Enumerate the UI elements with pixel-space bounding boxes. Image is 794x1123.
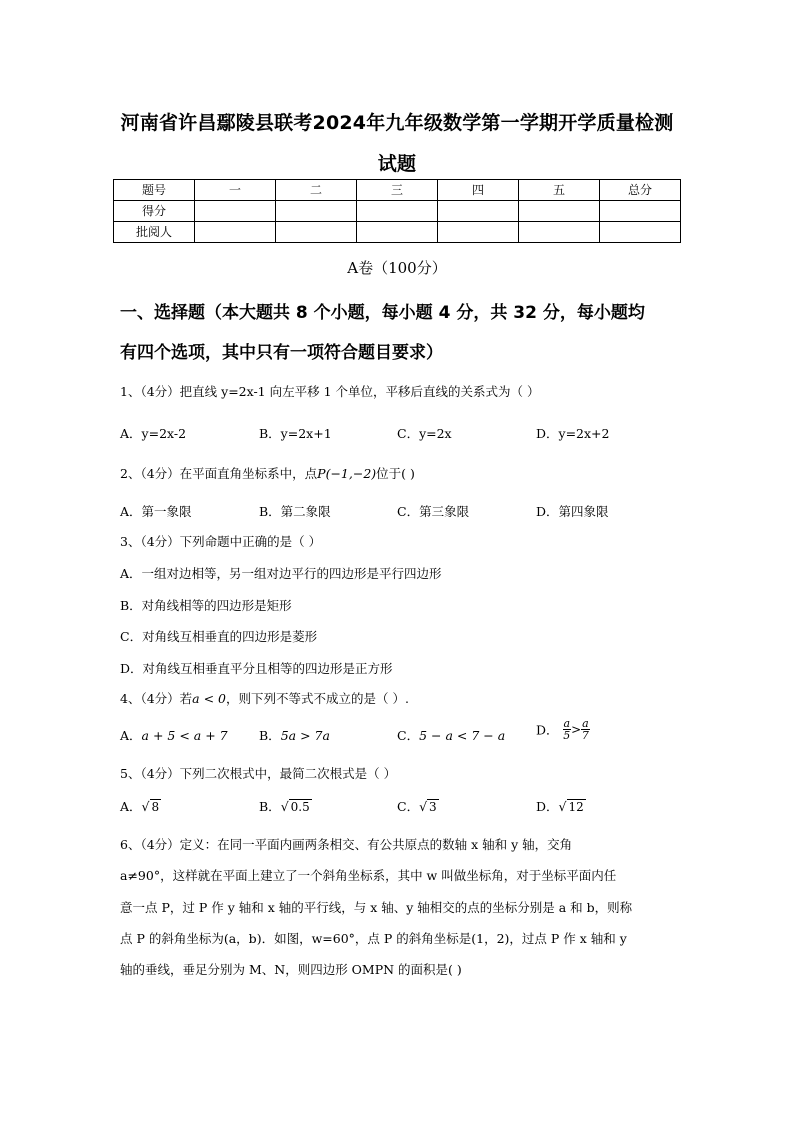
q3-option-a: A．一组对边相等，另一组对边平行的四边形是平行四边形 bbox=[120, 566, 442, 581]
paper-label: A卷（100分） bbox=[347, 259, 447, 277]
q2-point-formula: P(−1,−2) bbox=[317, 466, 377, 481]
q4-option-d bbox=[536, 718, 590, 741]
score-table bbox=[113, 179, 681, 243]
q5-option-c bbox=[397, 797, 439, 815]
fraction-numerator: a bbox=[582, 717, 589, 730]
q1-option-c: C．y=2x bbox=[397, 426, 452, 441]
q2-option-b: B．第二象限 bbox=[259, 504, 331, 519]
section-heading-line2: 有四个选项，其中只有一项符合题目要求） bbox=[120, 343, 443, 363]
q4-option-d-label: D． bbox=[536, 722, 559, 738]
q2-option-c: C．第三象限 bbox=[397, 504, 470, 519]
score-blank-cell bbox=[357, 201, 438, 222]
score-header-cell: 一 bbox=[195, 180, 276, 201]
score-table-row-reviewer bbox=[114, 222, 681, 243]
score-table-row-score bbox=[114, 201, 681, 222]
score-header-cell: 题号 bbox=[114, 180, 195, 201]
q5-option-a-label: A． bbox=[120, 799, 142, 814]
q4-fraction-left bbox=[563, 718, 572, 741]
sqrt-symbol: √ 3 bbox=[419, 799, 437, 814]
q4-option-b-formula: 5a > 7a bbox=[280, 728, 330, 743]
q5-option-c-label: C． bbox=[397, 799, 420, 814]
score-blank-cell bbox=[600, 222, 681, 243]
score-blank-cell bbox=[600, 201, 681, 222]
q3-option-b: B．对角线相等的四边形是矩形 bbox=[120, 598, 292, 613]
q2-stem-tail: 位于( ) bbox=[376, 466, 415, 481]
score-header-cell: 三 bbox=[357, 180, 438, 201]
fraction-numerator: a bbox=[563, 717, 571, 730]
q5-option-a-radicand: 8 bbox=[151, 800, 160, 814]
question-6-line: a≠90°，这样就在平面上建立了一个斜角坐标系，其中 w 叫做坐标角，对于坐标平面内任 bbox=[120, 868, 617, 883]
fraction-denominator: 7 bbox=[581, 729, 589, 742]
score-blank-cell bbox=[195, 222, 276, 243]
score-header-cell: 四 bbox=[438, 180, 519, 201]
exam-title-line1: 河南省许昌鄢陵县联考2024年九年级数学第一学期开学质量检测 bbox=[120, 112, 674, 134]
q3-option-d: D．对角线互相垂直平分且相等的四边形是正方形 bbox=[120, 661, 393, 676]
q4-option-c bbox=[397, 726, 505, 744]
q4-option-c-label: C． bbox=[397, 728, 420, 743]
question-3-stem: 3、（4分）下列命题中正确的是（ ） bbox=[120, 534, 322, 549]
section-heading-line1: 一、选择题（本大题共 8 个小题，每小题 4 分，共 32 分，每小题均 bbox=[120, 303, 645, 323]
score-row-label: 批阅人 bbox=[114, 222, 195, 243]
score-blank-cell bbox=[519, 222, 600, 243]
q5-option-b bbox=[259, 797, 312, 815]
q2-option-a: A．第一象限 bbox=[120, 504, 192, 519]
q1-option-b: B．y=2x+1 bbox=[259, 426, 332, 441]
score-header-cell: 总分 bbox=[600, 180, 681, 201]
q4-option-a bbox=[120, 726, 228, 744]
q5-option-b-label: B． bbox=[259, 799, 281, 814]
q4-option-b-label: B． bbox=[259, 728, 281, 743]
q4-stem-text: 4、（4分）若 bbox=[120, 691, 193, 706]
score-blank-cell bbox=[276, 201, 357, 222]
q5-option-b-radicand: 0.5 bbox=[290, 800, 310, 814]
q5-option-d-radicand: 12 bbox=[568, 800, 584, 814]
exam-title-line2: 试题 bbox=[377, 153, 417, 175]
question-1-stem: 1、（4分）把直线 y=2x-1 向左平移 1 个单位，平移后直线的关系式为（ ） bbox=[120, 384, 540, 399]
question-2-stem bbox=[120, 464, 415, 482]
score-blank-cell bbox=[519, 201, 600, 222]
q3-option-c: C．对角线互相垂直的四边形是菱形 bbox=[120, 629, 318, 644]
q2-option-d: D．第四象限 bbox=[536, 504, 609, 519]
q4-fraction-right bbox=[581, 718, 590, 741]
q5-option-d bbox=[536, 797, 586, 815]
q2-stem-text: 2、（4分）在平面直角坐标系中，点 bbox=[120, 466, 318, 481]
score-table-header-row bbox=[114, 180, 681, 201]
q1-option-a: A．y=2x-2 bbox=[120, 426, 187, 441]
score-blank-cell bbox=[276, 222, 357, 243]
fraction-denominator: 5 bbox=[563, 729, 571, 742]
score-row-label: 得分 bbox=[114, 201, 195, 222]
q4-option-a-label: A． bbox=[120, 728, 142, 743]
q5-option-a bbox=[120, 797, 161, 815]
q4-stem-tail: ，则下列不等式不成立的是（ ）. bbox=[225, 691, 409, 706]
q4-option-a-formula: a + 5 < a + 7 bbox=[141, 728, 228, 743]
question-5-stem: 5、（4分）下列二次根式中，最简二次根式是（ ） bbox=[120, 766, 397, 781]
score-blank-cell bbox=[438, 201, 519, 222]
sqrt-symbol: √ 0.5 bbox=[280, 799, 310, 814]
question-6-line: 轴的垂线，垂足分别为 M、N，则四边形 OMPN 的面积是( ) bbox=[120, 962, 462, 977]
score-header-cell: 五 bbox=[519, 180, 600, 201]
q1-option-d: D．y=2x+2 bbox=[536, 426, 610, 441]
sqrt-symbol: √ 8 bbox=[141, 799, 160, 814]
score-blank-cell bbox=[438, 222, 519, 243]
score-blank-cell bbox=[357, 222, 438, 243]
question-6-line: 意一点 P，过 P 作 y 轴和 x 轴的平行线，与 x 轴、y 轴相交的点的坐标分别是 a 和 b，则称 bbox=[120, 900, 633, 915]
score-header-cell: 二 bbox=[276, 180, 357, 201]
q4-option-c-formula: 5 − a < 7 − a bbox=[419, 728, 506, 743]
sqrt-symbol: √ 12 bbox=[558, 799, 584, 814]
question-4-stem bbox=[120, 689, 409, 707]
q4-fraction-operator: > bbox=[571, 722, 582, 737]
q5-option-d-label: D． bbox=[536, 799, 559, 814]
question-6-line: 6、（4分）定义：在同一平面内画两条相交、有公共原点的数轴 x 轴和 y 轴，交角 bbox=[120, 837, 573, 852]
q5-option-c-radicand: 3 bbox=[429, 800, 437, 814]
score-blank-cell bbox=[195, 201, 276, 222]
q4-condition-formula: a < 0 bbox=[192, 691, 226, 706]
q4-option-b bbox=[259, 726, 330, 744]
question-6-line: 点 P 的斜角坐标为(a，b)．如图，w=60°，点 P 的斜角坐标是(1，2)，过点 P 作 x 轴和 y bbox=[120, 931, 627, 946]
